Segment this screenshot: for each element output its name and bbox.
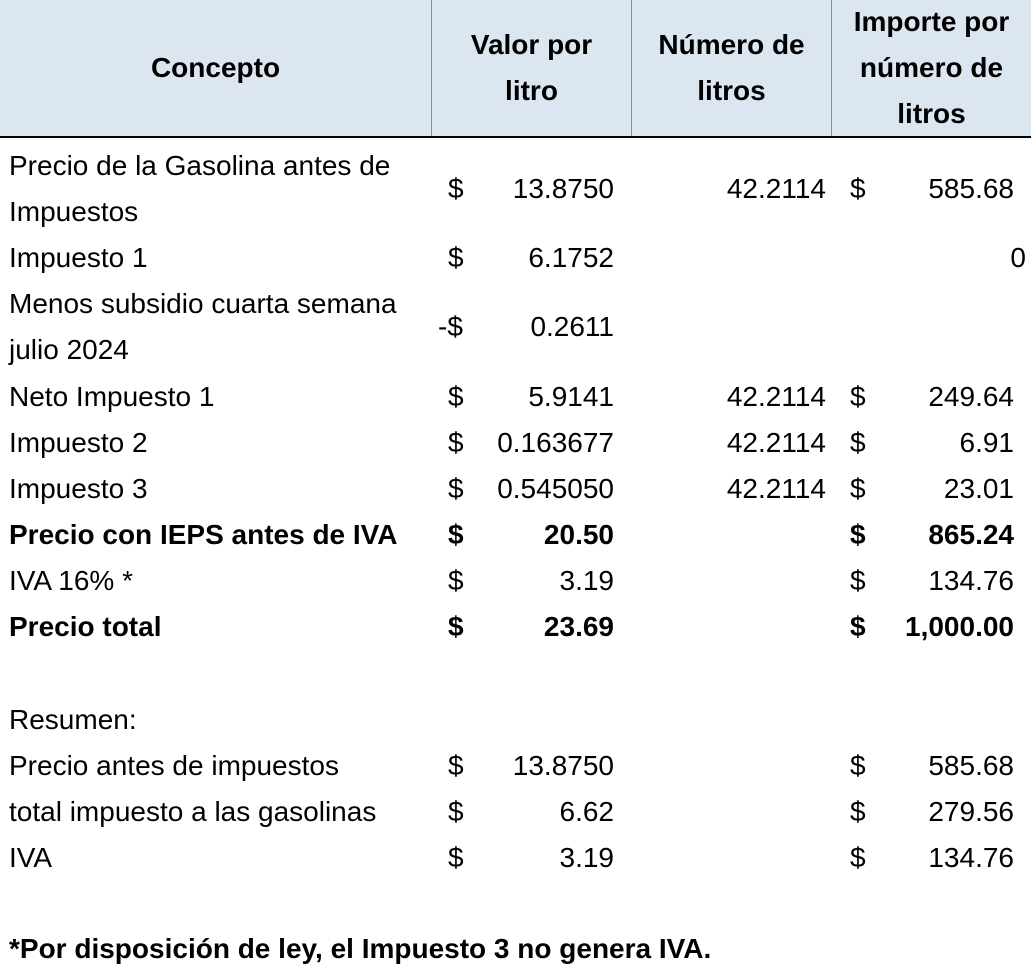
row-valor: 13.8750 [512, 173, 614, 204]
row-dollar-valor: $ [448, 519, 464, 550]
table-row-subtotal [0, 512, 1031, 558]
row-concepto: Precio de la Gasolina antes de Impuestos [9, 150, 391, 227]
resumen-dollar-valor: $ [448, 842, 464, 873]
row-concepto: Precio con IEPS antes de IVA [9, 519, 398, 550]
table-row [0, 281, 1031, 373]
row-dollar-importe: $ [850, 565, 866, 596]
row-litros: 42.2114 [726, 381, 826, 412]
table-row [0, 420, 1031, 466]
row-importe: 865.24 [928, 519, 1014, 550]
row-concepto: IVA 16% * [9, 565, 134, 596]
header-valor-por-litro: Valor por litro [431, 0, 631, 136]
resumen-dollar-importe: $ [850, 842, 866, 873]
row-valor: 6.1752 [528, 242, 614, 273]
resumen-valor: 6.62 [559, 796, 614, 827]
row-dollar-valor: $ [448, 473, 464, 504]
resumen-row [0, 789, 1031, 835]
header-concepto: Concepto [150, 52, 281, 83]
row-valor: 5.9141 [528, 381, 614, 412]
row-dollar-valor: $ [448, 565, 464, 596]
resumen-concepto: total impuesto a las gasolinas [9, 796, 377, 827]
row-valor: 3.19 [559, 565, 614, 596]
header-numero-de-litros: Número de litros [631, 0, 831, 136]
row-concepto: Impuesto 2 [9, 427, 148, 458]
row-dollar-valor: $ [448, 427, 464, 458]
resumen-title: Resumen: [9, 704, 137, 735]
row-dollar-importe: $ [850, 473, 866, 504]
row-valor: 0.2611 [530, 311, 614, 342]
row-concepto: Menos subsidio cuarta semana julio 2024 [9, 288, 397, 365]
row-importe: 134.76 [928, 565, 1014, 596]
resumen-dollar-importe: $ [850, 750, 866, 781]
row-litros: 42.2114 [726, 173, 826, 204]
resumen-valor: 13.8750 [512, 750, 614, 781]
row-dollar-valor: $ [448, 242, 464, 273]
row-dollar-importe: $ [850, 381, 866, 412]
row-concepto: Precio total [9, 611, 162, 642]
row-valor: 0.163677 [497, 427, 614, 458]
resumen-row [0, 835, 1031, 881]
row-dollar-importe: $ [850, 173, 866, 204]
row-valor: 23.69 [543, 611, 614, 642]
row-litros: 42.2114 [726, 473, 826, 504]
resumen-concepto: Precio antes de impuestos [9, 750, 339, 781]
row-concepto: Neto Impuesto 1 [9, 381, 215, 412]
row-dollar-importe: $ [850, 427, 866, 458]
row-dollar-valor: $ [448, 611, 464, 642]
resumen-concepto: IVA [9, 842, 53, 873]
row-dollar-valor: $ [448, 173, 464, 204]
row-importe: 23.01 [943, 473, 1014, 504]
table-row-total [0, 604, 1031, 650]
row-valor: 0.545050 [497, 473, 614, 504]
resumen-dollar-valor: $ [448, 750, 464, 781]
row-dollar-importe: $ [850, 519, 866, 550]
row-concepto: Impuesto 1 [9, 242, 148, 273]
resumen-title-row [0, 697, 1031, 743]
table-header [0, 0, 1031, 138]
resumen-importe: 585.68 [928, 750, 1014, 781]
row-importe: 1,000.00 [905, 611, 1014, 642]
row-importe: 0 [1010, 242, 1026, 273]
resumen-importe: 134.76 [928, 842, 1014, 873]
row-dollar-valor: -$ [438, 311, 463, 342]
table-row [0, 466, 1031, 512]
table-row [0, 558, 1031, 604]
row-importe: 6.91 [959, 427, 1014, 458]
row-dollar-valor: $ [448, 381, 464, 412]
resumen-dollar-valor: $ [448, 796, 464, 827]
resumen-dollar-importe: $ [850, 796, 866, 827]
row-concepto: Impuesto 3 [9, 473, 148, 504]
table-row [0, 235, 1031, 281]
footnote: *Por disposición de ley, el Impuesto 3 no genera IVA. [9, 933, 712, 964]
row-litros: 42.2114 [726, 427, 826, 458]
header-importe: Importe por número de litros [831, 0, 1031, 136]
row-dollar-importe: $ [850, 611, 866, 642]
table-row [0, 374, 1031, 420]
resumen-valor: 3.19 [559, 842, 614, 873]
table-row [0, 143, 1031, 235]
resumen-importe: 279.56 [928, 796, 1014, 827]
row-importe: 585.68 [928, 173, 1014, 204]
resumen-row [0, 743, 1031, 789]
row-importe: 249.64 [928, 381, 1014, 412]
row-valor: 20.50 [543, 519, 614, 550]
